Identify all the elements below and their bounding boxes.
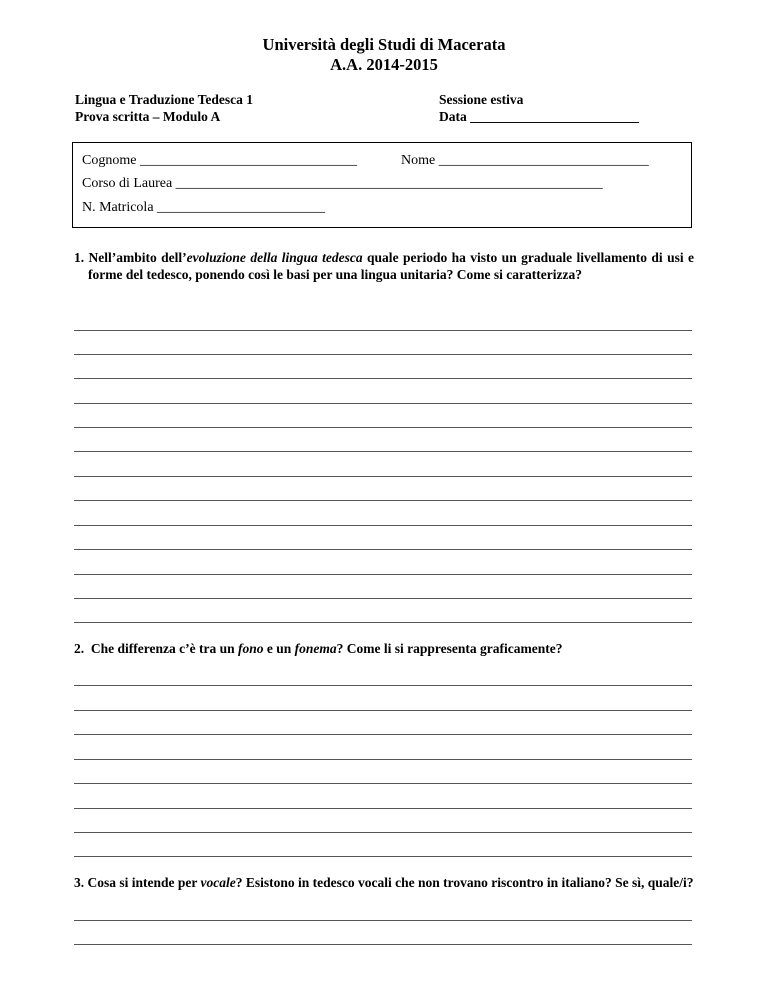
answer-line[interactable] (74, 783, 692, 784)
answer-line[interactable] (74, 832, 692, 833)
question-text: quale periodo ha visto un graduale livellamento di usi e forme del tedesco, ponendo così le basi per una lingua unitaria? Come si caratterizza? (88, 250, 694, 282)
answer-line[interactable] (74, 525, 692, 526)
answer-line[interactable] (74, 808, 692, 809)
answer-line[interactable] (74, 920, 692, 921)
question-text: e un (263, 641, 295, 656)
question-text: Che differenza c’è tra un (90, 641, 238, 656)
question-italic-term: fonema (294, 641, 337, 656)
answer-line[interactable] (74, 330, 692, 331)
answer-line[interactable] (74, 476, 692, 477)
university-title: Università degli Studi di Macerata (262, 35, 506, 54)
question-3 (74, 874, 694, 891)
session-name: Sessione estiva (439, 92, 524, 107)
question-1 (74, 249, 694, 283)
question-text: ? Esistono in tedesco vocali che non trovano riscontro in italiano? Se sì, quale/i? (235, 875, 694, 890)
name-field[interactable]: Nome ______________________________ (401, 153, 649, 168)
surname-field[interactable]: Cognome _______________________________ (82, 153, 357, 168)
question-number: 2. (74, 641, 85, 656)
question-text: Cosa si intende per (87, 875, 201, 890)
exam-name: Prova scritta – Modulo A (75, 109, 221, 124)
question-text: Nell’ambito dell’ (88, 250, 187, 265)
degree-field[interactable]: Corso di Laurea _____________________________________________________________ (82, 176, 603, 191)
answer-line[interactable] (74, 378, 692, 379)
answer-line[interactable] (74, 451, 692, 452)
question-text: ? Come li si rappresenta graficamente? (336, 641, 563, 656)
question-number: 3. (74, 875, 85, 890)
course-name: Lingua e Traduzione Tedesca 1 (75, 92, 254, 107)
answer-line[interactable] (74, 710, 692, 711)
answer-line[interactable] (74, 622, 692, 623)
answer-line[interactable] (74, 427, 692, 428)
course-info (75, 91, 253, 125)
answer-line[interactable] (74, 734, 692, 735)
date-field[interactable]: Data _________________________ (439, 109, 639, 124)
answer-line[interactable] (74, 403, 692, 404)
student-info-box (72, 142, 692, 228)
answer-line[interactable] (74, 598, 692, 599)
answer-line[interactable] (74, 574, 692, 575)
question-italic-term: vocale (200, 875, 236, 890)
academic-year: A.A. 2014-2015 (330, 55, 438, 74)
answer-line[interactable] (74, 549, 692, 550)
question-number: 1. (74, 250, 85, 265)
answer-line[interactable] (74, 500, 692, 501)
question-italic-term: evoluzione della lingua tedesca (186, 250, 363, 265)
answer-line[interactable] (74, 944, 692, 945)
question-2 (74, 640, 694, 657)
matricola-field[interactable]: N. Matricola ________________________ (82, 200, 326, 215)
session-info (439, 91, 639, 125)
answer-line[interactable] (74, 685, 692, 686)
answer-line[interactable] (74, 856, 692, 857)
answer-line[interactable] (74, 759, 692, 760)
question-italic-term: fono (237, 641, 264, 656)
answer-line[interactable] (74, 354, 692, 355)
